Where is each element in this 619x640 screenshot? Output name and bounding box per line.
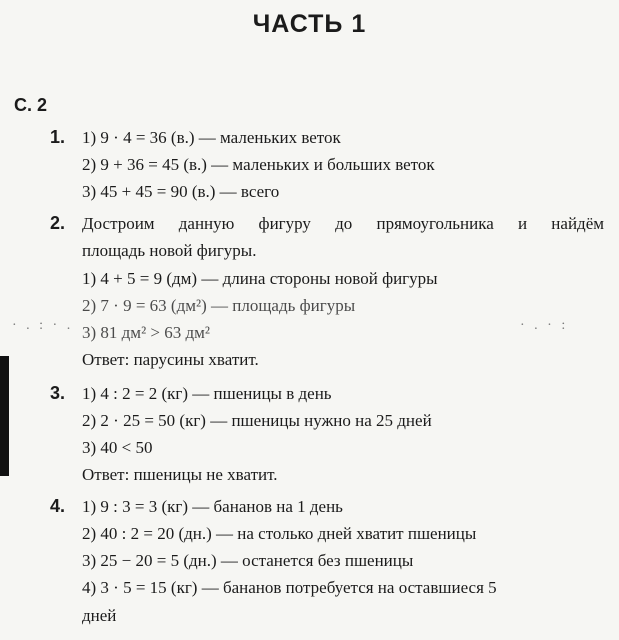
task-line: 2) 7 · 9 = 63 (дм²) — площадь фигуры	[82, 296, 356, 315]
task-number: 2.	[50, 213, 66, 233]
task-line: 1) 4 + 5 = 9 (дм) — длина стороны новой фигуры	[82, 269, 438, 288]
task-line: 1) 4 : 2 = 2 (кг) — пшеницы в день	[82, 384, 332, 403]
scan-edge-shadow	[0, 356, 9, 476]
task-line: площадь новой фигуры.	[82, 241, 257, 260]
section-label: С. 2	[14, 95, 48, 115]
task-line: 2) 2 · 25 = 50 (кг) — пшеницы нужно на 25 дней	[82, 411, 432, 430]
task-line: 2) 9 + 36 = 45 (в.) — маленьких и больших веток	[82, 155, 435, 174]
task-line: Ответ: парусины хватит.	[82, 350, 259, 369]
task-line: 2) 40 : 2 = 20 (дн.) — на столько дней хватит пшеницы	[82, 524, 477, 543]
task-line: 3) 25 − 20 = 5 (дн.) — останется без пшеницы	[82, 551, 414, 570]
task-line: 4) 3 · 5 = 15 (кг) — бананов потребуется на оставшиеся 5	[82, 578, 497, 597]
task-line: 3) 40 < 50	[82, 438, 153, 457]
task-number: 4.	[50, 496, 66, 516]
task-line: 3) 81 дм² > 63 дм²	[82, 323, 211, 342]
scan-noise: · . : · .	[12, 318, 74, 333]
task-line: 1) 9 · 4 = 36 (в.) — маленьких веток	[82, 128, 341, 147]
task-line: 1) 9 : 3 = 3 (кг) — бананов на 1 день	[82, 497, 343, 516]
task-number: 1.	[50, 127, 66, 147]
scan-noise: · . · :	[520, 318, 569, 333]
task-line: Достроим данную фигуру до прямоугольника и найдём	[82, 214, 604, 233]
task-line: дней	[82, 606, 117, 625]
page-title: ЧАСТЬ 1	[252, 10, 367, 38]
task-line: 3) 45 + 45 = 90 (в.) — всего	[82, 182, 280, 201]
task-number: 3.	[50, 383, 66, 403]
task-line: Ответ: пшеницы не хватит.	[82, 465, 278, 484]
